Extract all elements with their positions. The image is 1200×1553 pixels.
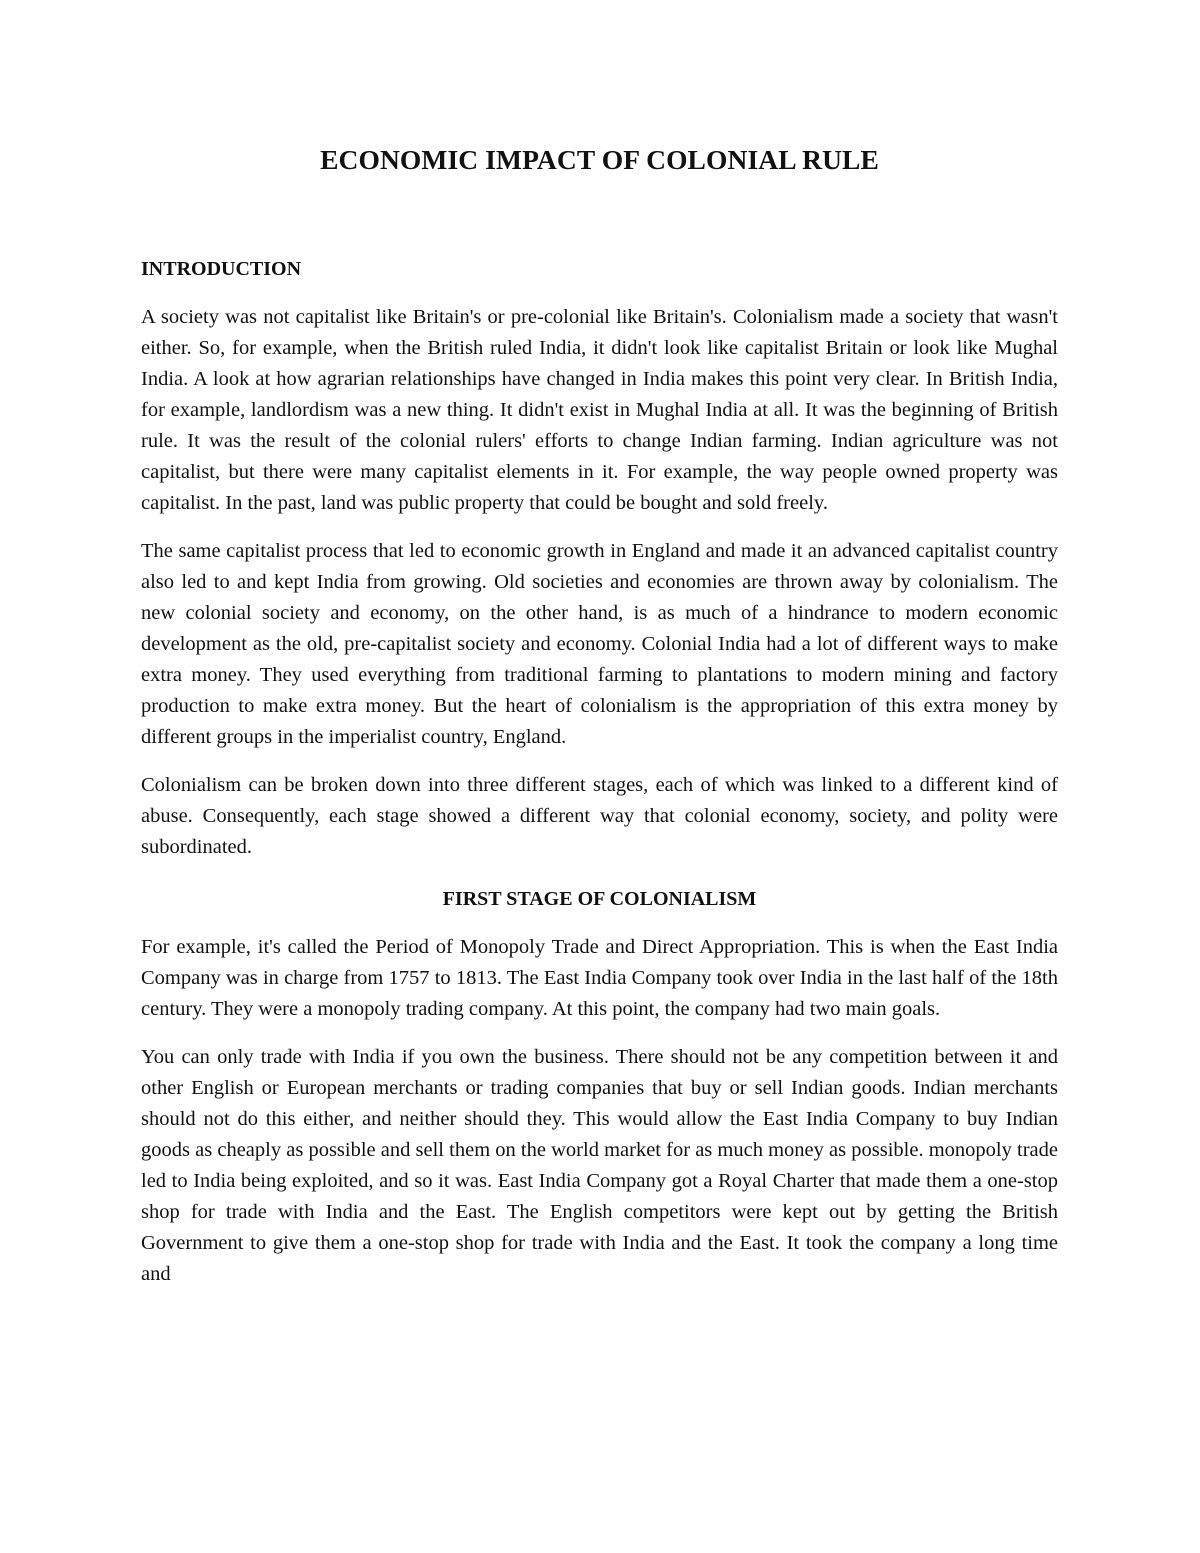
document-title: ECONOMIC IMPACT OF COLONIAL RULE [320, 144, 879, 175]
section-heading-introduction: INTRODUCTION [141, 258, 302, 280]
paragraph: You can only trade with India if you own the business. There should not be any competition between it and other English or European merchants or trading companies that buy or sell Indian goods. Indian merchants should not do this either, and neither should they. This would allow the East India Company to buy Indian goods as cheaply as possible and sell them on the world market for as much money as possible. monopoly trade led to India being exploited, and so it was. East India Company got a Royal Charter that made them a one-stop shop for trade with India and the East. The English competitors were kept out by getting the British Government to give them a one-stop shop for trade with India and the East. It took the company a long time and [141, 1046, 1058, 1285]
section-heading-first-stage: FIRST STAGE OF COLONIALISM [442, 888, 757, 910]
document-body [141, 140, 1058, 1307]
paragraph: A society was not capitalist like Britain's or pre-colonial like Britain's. Colonialism made a society that wasn't either. So, for example, when the British ruled India, it didn't look like capitalist Britain or look like Mughal India. A look at how agrarian relationships have changed in India makes this point very clear. In British India, for example, landlordism was a new thing. It didn't exist in Mughal India at all. It was the beginning of British rule. It was the result of the colonial rulers' efforts to change Indian farming. Indian agriculture was not capitalist, but there were many capitalist elements in it. For example, the way people owned property was capitalist. In the past, land was public property that could be bought and sold freely. [141, 306, 1058, 514]
paragraph: Colonialism can be broken down into three different stages, each of which was linked to a different kind of abuse. Consequently, each stage showed a different way that colonial economy, society, and polity were subordinated. [141, 774, 1058, 858]
paragraph: The same capitalist process that led to economic growth in England and made it an advanced capitalist country also led to and kept India from growing. Old societies and economies are thrown away by colonialism. The new colonial society and economy, on the other hand, is as much of a hindrance to modern economic development as the old, pre-capitalist society and economy. Colonial India had a lot of different ways to make extra money. They used everything from traditional farming to plantations to modern mining and factory production to make extra money. But the heart of colonialism is the appropriation of this extra money by different groups in the imperialist country, England. [141, 540, 1058, 748]
paragraph: For example, it's called the Period of Monopoly Trade and Direct Appropriation. This is when the East India Company was in charge from 1757 to 1813. The East India Company took over India in the last half of the 18th century. They were a monopoly trading company. At this point, the company had two main goals. [141, 936, 1058, 1020]
